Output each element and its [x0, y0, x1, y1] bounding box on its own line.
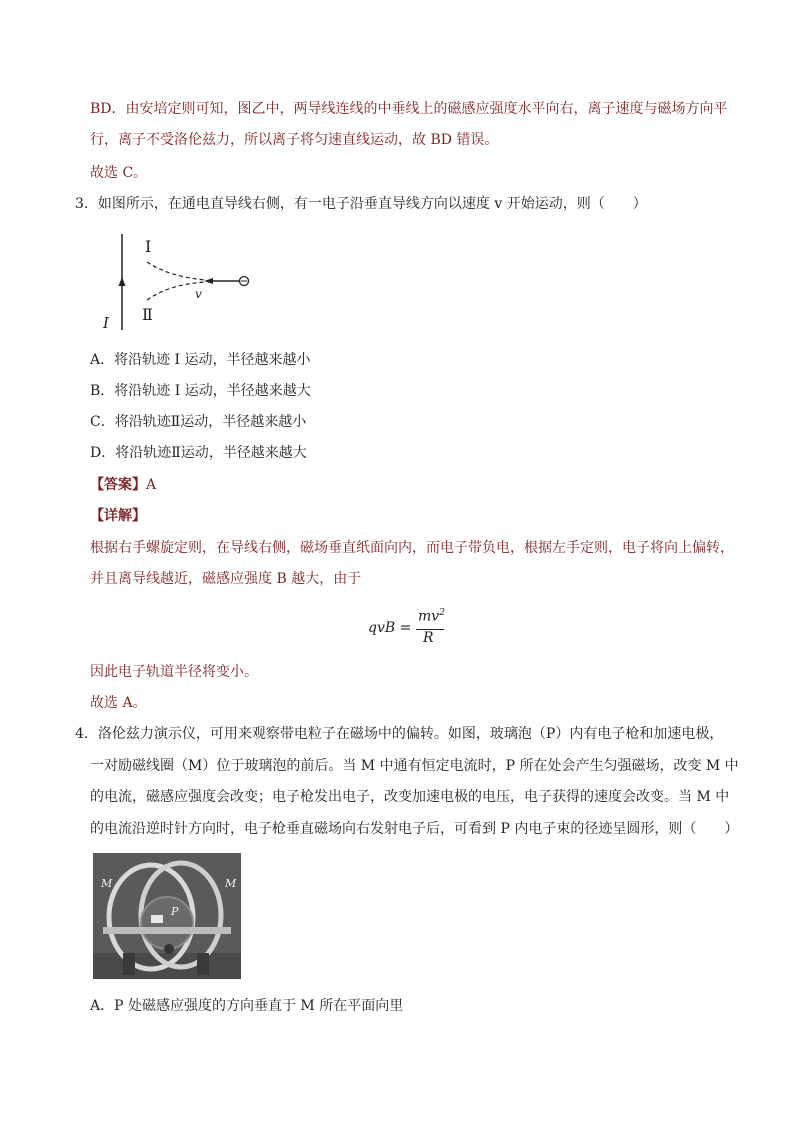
q3-detail-line-2: 并且离导线越近，磁感应强度 B 越大，由于 — [90, 571, 362, 587]
bulb-label: P — [171, 905, 179, 918]
lorentz-equation — [368, 608, 458, 648]
q3-option-c: C．将沿轨迹Ⅱ运动，半径越来越小 — [90, 414, 307, 430]
glass-bulb — [141, 897, 193, 949]
q3-option-d: D．将沿轨迹Ⅱ运动，半径越来越大 — [90, 445, 307, 461]
answer-tag: 【答案】 — [90, 477, 146, 493]
right-coil-label: M — [225, 877, 237, 890]
support-bar — [103, 927, 231, 934]
lorentz-demonstrator-photo — [93, 853, 241, 979]
track-1-curve — [147, 262, 206, 280]
q3-choice: 故选 A。 — [90, 695, 147, 711]
prev-answer-line-1: BD．由安培定则可知，图乙中，两导线连线的中垂线上的磁感应强度水平向右，离子速度与磁场方向平 — [90, 101, 728, 117]
velocity-label: v — [195, 287, 202, 301]
q3-detail-line-1: 根据右手螺旋定则，在导线右侧，磁场垂直纸面向内，而电子带负电，根据左手定则，电子将向上偏转， — [90, 540, 734, 556]
q3-answer — [90, 475, 156, 495]
current-label: I — [103, 314, 109, 332]
track-1-label: I — [145, 237, 152, 256]
question-3-stem: 3．如图所示，在通电直导线右侧，有一电子沿垂直导线方向以速度 v 开始运动，则（ ） — [75, 196, 647, 212]
question-4-line-3: 的电流，磁感应强度会改变；电子枪发出电子，改变加速电极的电压，电子获得的速度会改变。当 M 中 — [90, 789, 730, 805]
left-coil-label: M — [101, 877, 113, 890]
q3-detail-tag: 【详解】 — [90, 508, 146, 524]
equation-lhs: qvB = — [368, 620, 412, 636]
track-2-label: Ⅱ — [142, 305, 153, 324]
equation-denominator: R — [423, 630, 434, 646]
q3-conclusion: 因此电子轨道半径将变小。 — [90, 664, 258, 680]
equation-numerator — [418, 608, 445, 625]
q4-option-a: A．P 处磁感应强度的方向垂直于 M 所在平面向里 — [90, 998, 404, 1014]
prev-answer-line-2: 行，离子不受洛伦兹力，所以离子将匀速直线运动，故 BD 错误。 — [90, 132, 499, 148]
question-4-line-4: 的电流沿逆时针方向时，电子枪垂直磁场向右发射电子后，可看到 P 内电子束的径迹呈圆形，则（ ） — [90, 821, 739, 837]
q3-option-b: B．将沿轨迹 I 运动，半径越来越大 — [90, 383, 311, 399]
question-4-line-2: 一对励磁线圈（M）位于玻璃泡的前后。当 M 中通有恒定电流时，P 所在处会产生匀强磁场，改变 M 中 — [90, 758, 739, 774]
prev-answer-choice: 故选 C。 — [90, 165, 148, 181]
velocity-arrowhead — [204, 278, 213, 284]
equation-numerator-base: mv — [418, 608, 440, 625]
wire-electron-figure — [100, 232, 260, 332]
question-4-line-1: 4．洛伦兹力演示仪，可用来观察带电粒子在磁场中的偏转。如图，玻璃泡（P）内有电子枪和加速电极， — [75, 726, 724, 742]
q3-option-a: A．将沿轨迹 I 运动，半径越来越小 — [90, 352, 311, 368]
equation-exponent: 2 — [439, 608, 445, 618]
current-arrow — [119, 277, 126, 286]
answer-value: A — [146, 477, 157, 493]
